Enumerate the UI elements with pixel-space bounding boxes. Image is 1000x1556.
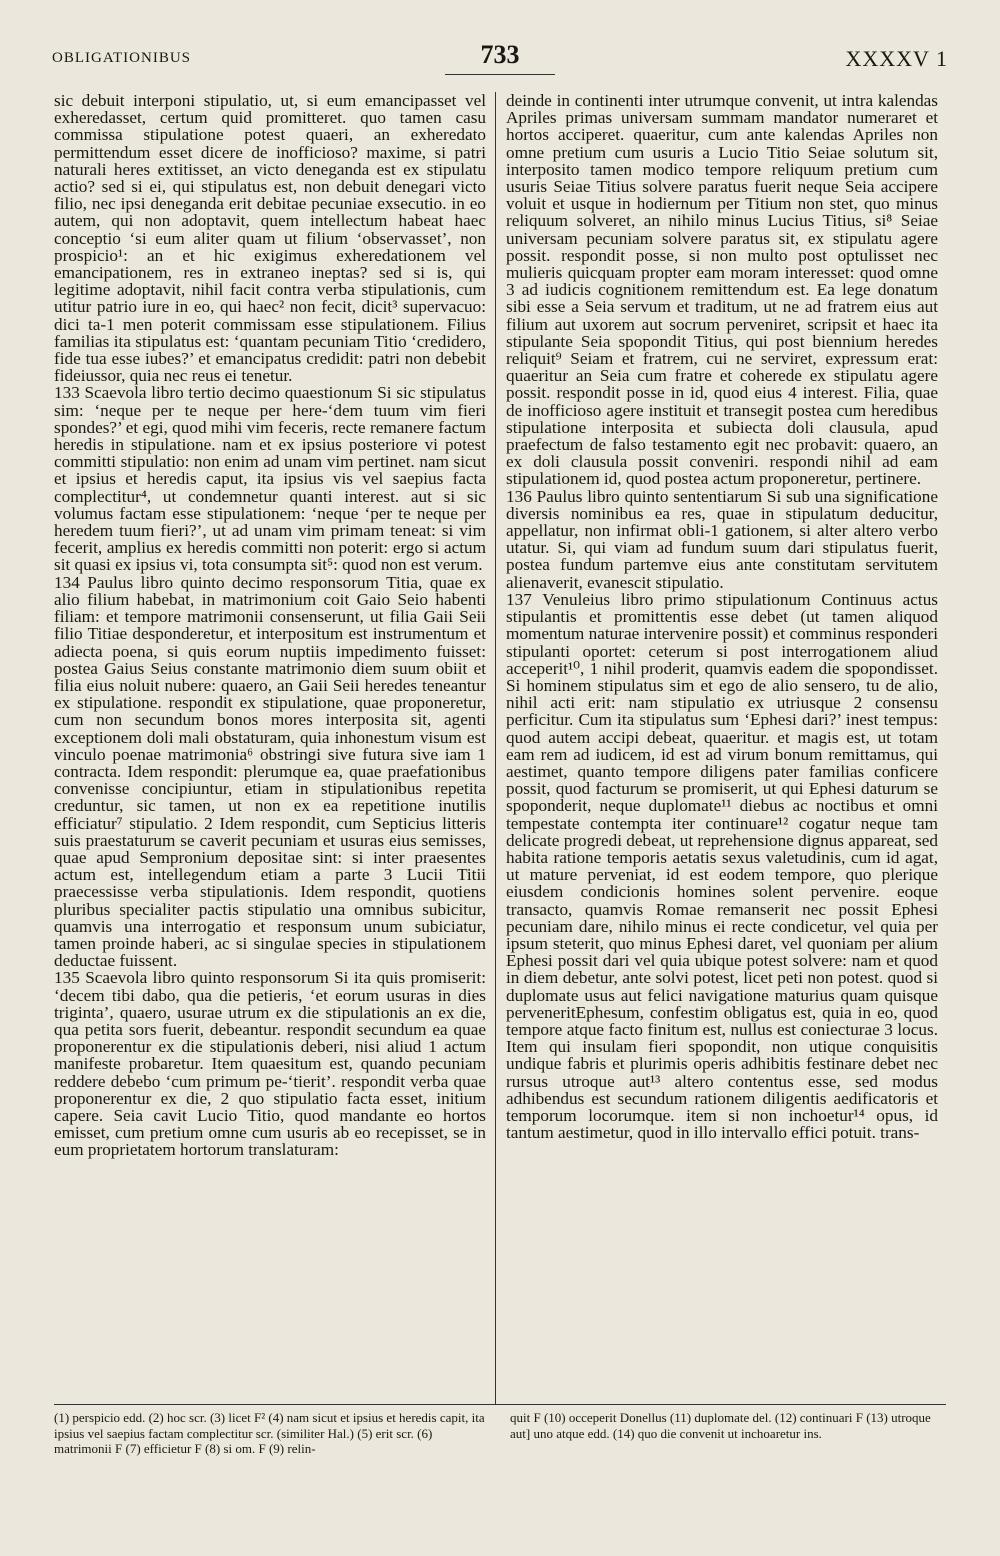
paragraph: 136 Paulus libro quinto sententiarum Si sub una significatione diversis nominibus ea res, quae in stipulatum deducitur, appellatur, non infirmat obli-1 gationem, si alter altero verbo utatur. Si, qui viam ad fundum suum dari stipulatus fuerit, postea fundum partemve eius ante constitutam servitutem alienaverit, evanescit stipulatio. [506, 486, 938, 592]
paragraph: 133 Scaevola libro tertio decimo quaestionum Si sic stipulatus sim: ‘neque per te neque per here-‘dem tuum vim fieri spondes?’ et egi, quod mihi vim feceris, recte remanere factum heredis in stipulatione. nam et ex ipsius posteriore vi potest committi stipulatio: non enim ad unam vim pertinet. nam sicut et ipsius et heredis caput, ita ipsius vis vel saepius facta complectitur⁴, ut condemnetur quanti interest. aut si sic volumus factam esse stipulationem: ‘neque ‘per te neque per heredem tuum fieri?’, ut ad unam vim primam teneat: si vim fecerit, amplius ex heredis committi non poterit: ergo si actum sit quasi ex ipsius vi, tota consumpta sit⁵: quod non est verum. [54, 383, 486, 575]
page-number: 733 [480, 40, 520, 69]
header-rule [445, 74, 555, 75]
left-column [54, 92, 486, 1159]
paragraph: 137 Venuleius libro primo stipulationum Continuus actus stipulantis et promittentis esse debet (ut tamen aliquod momentum naturae intervenire possit) et comminus responderi stipulanti oportet: ceterum si post interrogationem aliud acceperit¹⁰, 1 nihil proderit, quamvis eadem die spopondisset. Si hominem stipulatus sim et ego de alio sensero, tu de alio, nihil acti erit: nam stipulatio ex utriusque 2 consensu perficitur. Cum ita stipulatus sum ‘Ephesi dari?’ inest tempus: quod autem accipi debeat, quaeritur. et magis est, ut totam eam rem ad iudicem, id est ad virum bonum remittamus, qui aestimet, quanto tempore diligens pater familias conficere possit, quod facturum se promiserit, ut qui Ephesi daturum se spoponderit, neque duplomate¹¹ diebus ac noctibus et omni tempestate contempta iter continuare¹² cogatur neque tam delicate progredi debeat, ut reprehensione dignus appareat, sed habita ratione temporis aetatis sexus valetudinis, cum id agat, ut mature perveniat, id est eodem tempore, quo plerique eiusdem condicionis homines solent pervenire. eoque transacto, quamvis Romae remanserit nec possit Ephesi pecuniam dare, nihilo minus ei recte condicetur, vel quia per ipsum steterit, quo minus Ephesi daret, vel quoniam per alium Ephesi possit dari vel quia ubique potest solvere: nam et quod in diem debetur, ante solvi potest, licet peti non potest. quod si duplomate usus aut felici navigatione maturius quam quisque perveneritEphesum, confestim obligatus est, quia in eo, quod tempore atque facto finitum est, nullus est coniecturae 3 locus. Item qui insulam fieri spopondit, non utique conquisitis undique fabris et plurimis operis adhibitis festinare debet nec rursus utroque aut¹³ altero contentus esse, sed modus adhibendus est secundum rationem diligentis aedificatoris et temporum locorumque. item si non inchoetur¹⁴ opus, id tantum aestimetur, quod in illo intervallo effici potuit. trans- [506, 589, 938, 1143]
paragraph: deinde in continenti inter utrumque convenit, ut intra kalendas Apriles primas universam summam mandator numeraret et hortos acciperet. quaeritur, cum ante kalendas Apriles non omne pretium cum usuris a Lucio Titio Seiae solutum sit, interposito tamen modico tempore reliquum pretium cum usuris Seiae Titius solvere paratus fuerit neque Seia accipere voluit et usque in hodiernum per Titium non stet, quo minus reliquum solveret, an nihilo minus Lucius Titius, si⁸ Seiae universam pecuniam solvere paratus sit, ex stipulatu agere possit. respondit posse, si non multo post optulisset nec mulieris quicquam propter eam moram interesset: quod omne 3 ad iudicis cognitionem remittendum est. Ea lege donatum sibi esse a Seia servum et traditum, ut ne ad fratrem eius aut filium aut uxorem aut socrum perveniret, scripsit et haec ita stipulante Seia spopondit Titius, qui post biennium heredes reliquit⁹ Seiam et fratrem, cui ne serviret, expressum erat: quaeritur an Seia cum fratre et coherede ex stipulatu agere possit. respondit posse in id, quod eius 4 interest. Filia, quae de inofficioso agere instituit et transegit postea cum heredibus stipulatione interposita et subiecta doli clausula, apud praefectum de falso testamento egit nec probavit: quaero, an ex doli clausula possit conveniri. respondi nihil ad eam stipulationem id, quod postea actum proponeretur, pertinere. [506, 91, 938, 489]
paragraph: 135 Scaevola libro quinto responsorum Si ita quis promiserit: ‘decem tibi dabo, qua die petieris, ‘et eorum usuras in dies triginta’, quaero, usurae utrum ex die stipulationis an ex die, qua petita sors fuerit, debeantur. respondit secundum ea quae proponerentur ex die stipulationis deberi, nisi aliud 1 actum manifeste probaretur. Item quaesitum est, quando pecuniam reddere debebo ‘cum primum pe-‘tierit’. respondit verba quae proponerentur ex die, 2 quo stipulatio facta esset, initium capere. Seia cavit Lucio Titio, quod mandante eo hortos emisset, cum pretium omne cum usuris ab eo recepisset, se in eum proprietatem hortorum translaturam: [54, 968, 486, 1160]
page-header [52, 40, 948, 80]
column-divider [495, 92, 496, 1404]
paragraph: 134 Paulus libro quinto decimo responsorum Titia, quae ex alio filium habebat, in matrimonium coit Gaio Seio habenti filiam: et tempore matrimonii consenserunt, ut filia Gaii Seii filio Titiae desponderetur, et interpositum est instrumentum et adiecta poena, si quis eorum nuptiis impedimento fuisset: postea Gaius Seius constante matrimonio diem suum obiit et filia eius noluit nubere: quaero, an Gaii Seii heredes teneantur ex stipulatione. respondit ex stipulatione, quae proponeretur, cum non secundum bonos mores interposita sit, agenti exceptionem doli mali obstaturam, quia inhonestum visum est vinculo poenae matrimonia⁶ obstringi sive futura sive iam 1 contracta. Idem respondit: plerumque ea, quae praefationibus convenisse concipiuntur, etiam in stipulationibus repetita creduntur, sic tamen, ut non ex ea repetitione inutilis efficiatur⁷ stipulatio. 2 Idem respondit, cum Septicius litteris suis praestaturum se caverit pecuniam et usuras eius semisses, quae apud Sempronium depositae sint: si inter praesentes actum est, intellegendum etiam a parte 3 Lucii Titii praecessisse verba stipulationis. Idem respondit, quotiens pluribus specialiter pactis stipulatio una omnibus subicitur, quamvis una interrogatio et responsum unum subiciatur, tamen proinde haberi, ac si singulae species in stipulationem deductae fuissent. [54, 572, 486, 971]
footnotes-right: quit F (10) occeperit Donellus (11) duplomate del. (12) continuari F (13) utroque aut] uno atque edd. (14) quo die convenit ut inchoaretur ins. [510, 1410, 931, 1441]
section-reference: XXXXV 1 [845, 46, 948, 71]
footnotes-left: (1) perspicio edd. (2) hoc scr. (3) licet F² (4) nam sicut et ipsius et heredis capit, ita ipsius vel saepius factam complectitur scr. (similiter Hal.) (5) erit scr. (6) matrimonii F (7) efficietur F (8) si om. F (9) relin- [54, 1410, 485, 1456]
paragraph: sic debuit interponi stipulatio, ut, si eum emancipasset vel exheredasset, certum quid promitteret. quo tamen casu commissa stipulatione potest quaeri, an exheredato permittendum esset dicere de inofficioso? maxime, si patri naturali heres extitisset, an victo deneganda est ex stipulatu actio? sed si ei, qui stipulatus est, non debuit denegari victo filio, nec ipsi deneganda erit debitae pecuniae exsecutio. in eo autem, qui non adoptavit, quem intellectum habeat haec conceptio ‘si eum aliter quam ut filium ‘observasset’, non prospicio¹: an et hic exigimus exheredationem vel emancipationem, res in extraneo ineptas? sed si is, qui legitime adoptavit, nihil facit contra verba stipulationis, cum utitur patrio iure in eo, qui haec² non fecit, dicit³ supervacuo: dici ta-1 men poterit commissam esse stipulationem. Filius familias ita stipulatus est: ‘quantam pecuniam Titio ‘credidero, fide tua esse iubes?’ et emancipatus credidit: patri non debebit fideiussor, quia nec reus ei tenetur. [54, 91, 486, 386]
running-title: OBLIGATIONIBUS [52, 50, 191, 66]
right-column [506, 92, 938, 1141]
footnote-rule [54, 1404, 946, 1405]
